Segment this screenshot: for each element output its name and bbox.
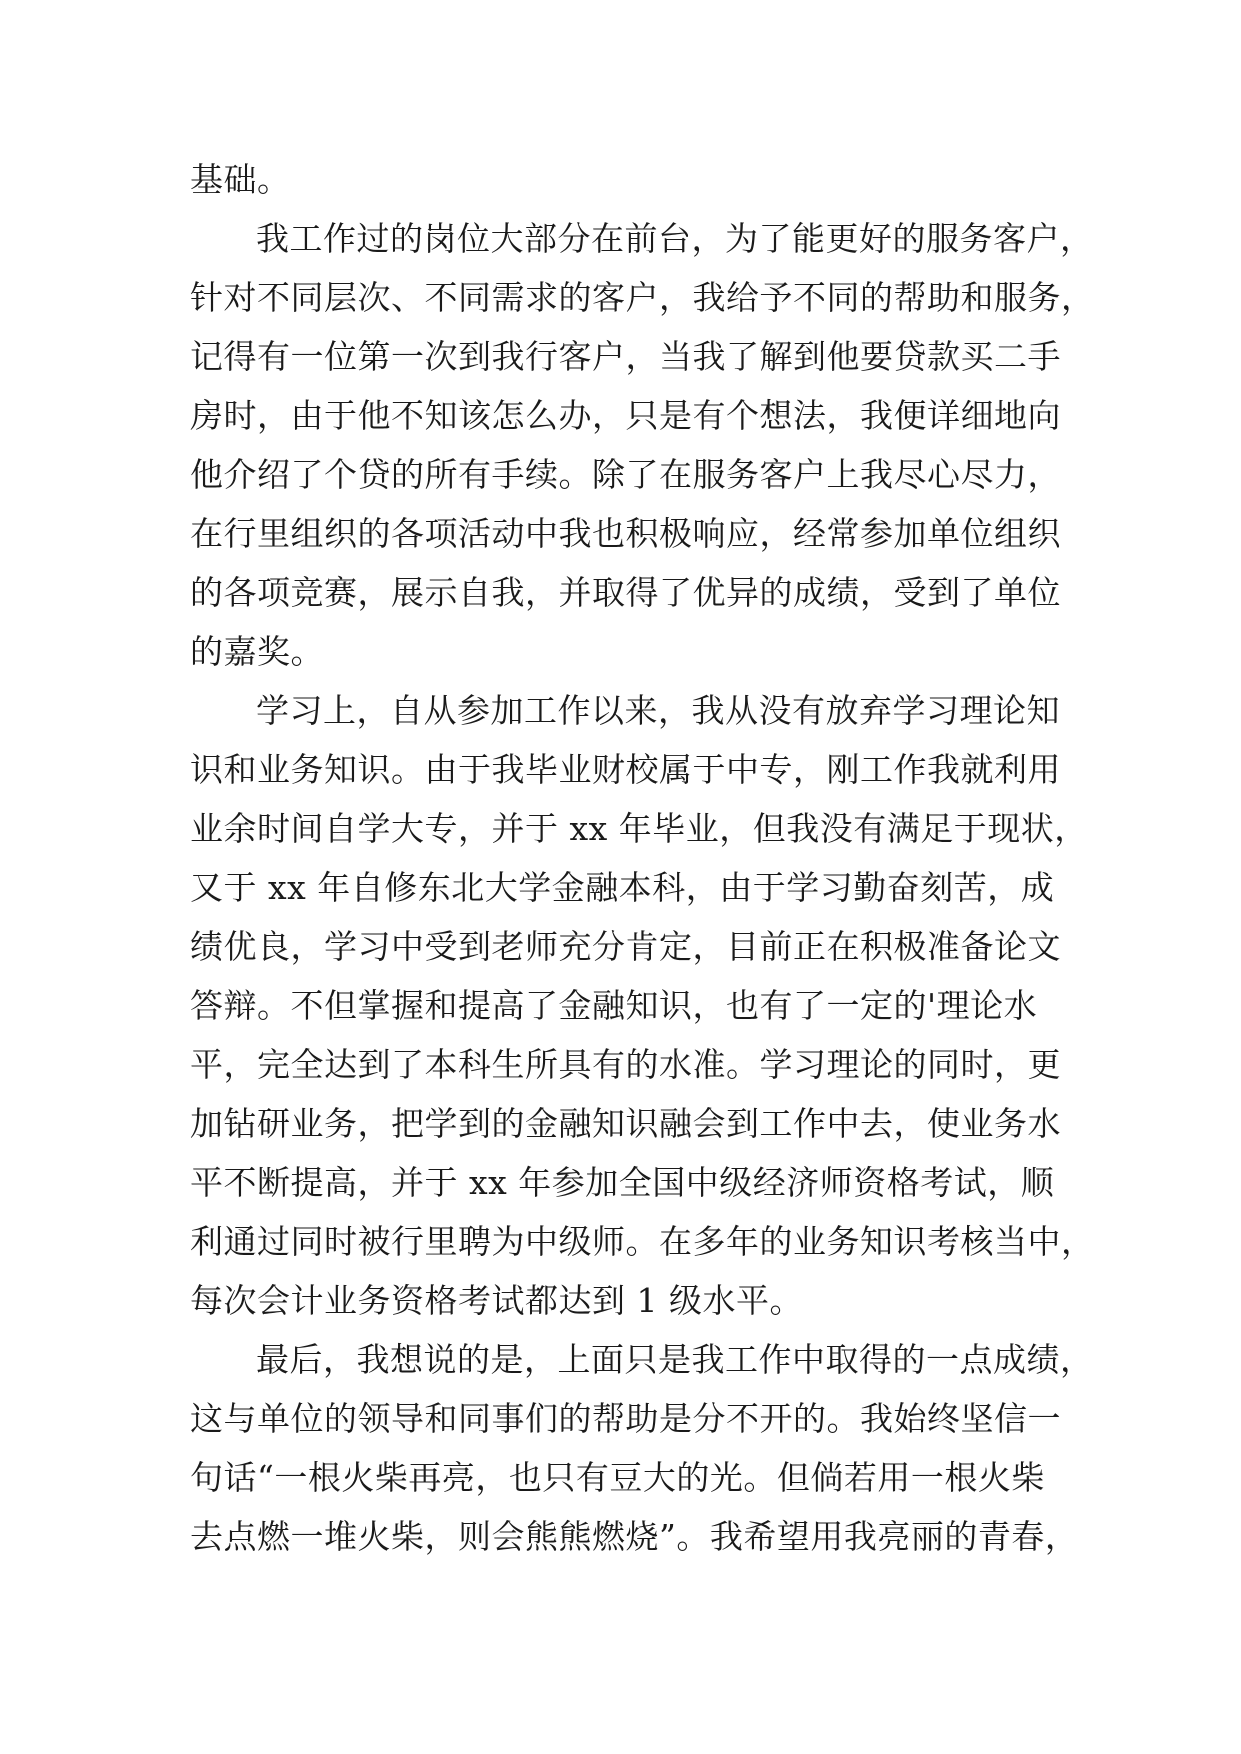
text-line: 的嘉奖。 [190, 632, 324, 671]
text-line: 加钻研业务，把学到的金融知识融会到工作中去，使业务水 [190, 1104, 1061, 1143]
text-line: 最后，我想说的是，上面只是我工作中取得的一点成绩， [256, 1340, 1094, 1379]
text-line: 的各项竞赛，展示自我，并取得了优异的成绩，受到了单位 [190, 573, 1061, 612]
text-line: 又于 xx 年自修东北大学金融本科，由于学习勤奋刻苦，成 [190, 868, 1055, 907]
text-line: 基础。 [190, 160, 291, 199]
text-line: 学习上，自从参加工作以来，我从没有放弃学习理论知 [256, 691, 1060, 730]
text-line: 我工作过的岗位大部分在前台，为了能更好的服务客户， [256, 219, 1094, 258]
document-body [190, 150, 1095, 1566]
text-line: 房时，由于他不知该怎么办，只是有个想法，我便详细地向 [190, 396, 1061, 435]
text-line: 利通过同时被行里聘为中级师。在多年的业务知识考核当中， [190, 1222, 1095, 1261]
text-line: 答辩。不但掌握和提高了金融知识，也有了一定的'理论水 [190, 986, 1038, 1025]
text-line: 业余时间自学大专，并于 xx 年毕业，但我没有满足于现状， [190, 809, 1088, 848]
text-line: 针对不同层次、不同需求的客户，我给予不同的帮助和服务， [190, 278, 1095, 317]
text-line: 每次会计业务资格考试都达到 1 级水平。 [190, 1281, 803, 1320]
text-line: 在行里组织的各项活动中我也积极响应，经常参加单位组织 [190, 514, 1061, 553]
text-line: 识和业务知识。由于我毕业财校属于中专，刚工作我就利用 [190, 750, 1061, 789]
text-line: 绩优良，学习中受到老师充分肯定，目前正在积极准备论文 [190, 927, 1061, 966]
text-line: 平，完全达到了本科生所具有的水准。学习理论的同时，更 [190, 1045, 1061, 1084]
text-line: 平不断提高，并于 xx 年参加全国中级经济师资格考试，顺 [190, 1163, 1055, 1202]
text-line: 句话“一根火柴再亮，也只有豆大的光。但倘若用一根火柴 [190, 1458, 1045, 1497]
text-line: 记得有一位第一次到我行客户，当我了解到他要贷款买二手 [190, 337, 1061, 376]
text-line: 这与单位的领导和同事们的帮助是分不开的。我始终坚信一 [190, 1399, 1061, 1438]
text-line: 他介绍了个贷的所有手续。除了在服务客户上我尽心尽力， [190, 455, 1061, 494]
text-line: 去点燃一堆火柴，则会熊熊燃烧”。我希望用我亮丽的青春， [190, 1517, 1079, 1556]
